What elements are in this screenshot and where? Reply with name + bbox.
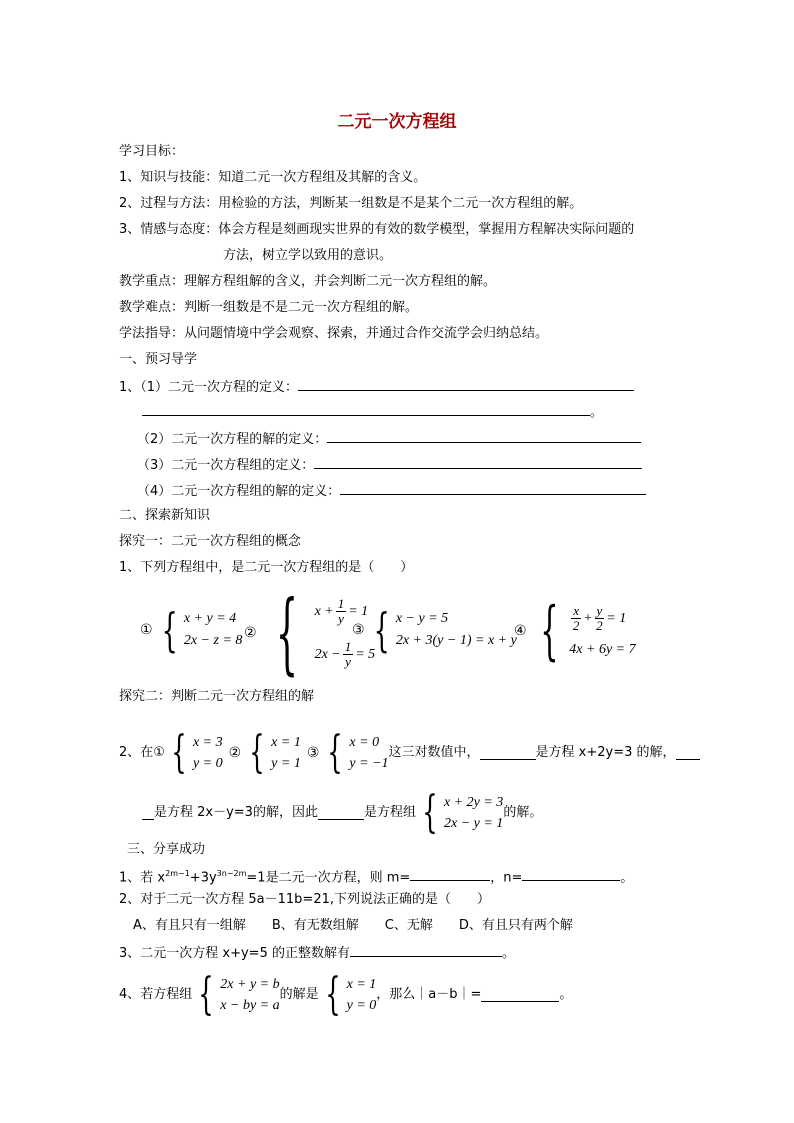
equation: x + y = 4 bbox=[183, 611, 237, 626]
pair-mark: ③ bbox=[306, 745, 320, 761]
option-mark: ② bbox=[244, 625, 257, 641]
answer-blank[interactable] bbox=[327, 429, 641, 443]
equation: 2x − z = 8 bbox=[183, 633, 243, 648]
fraction: $\frac{y}{2}$ bbox=[596, 603, 603, 634]
answer-blank[interactable] bbox=[142, 402, 590, 416]
answer-blank[interactable] bbox=[350, 943, 502, 957]
equation-system: { 2x + y = b x − by = a bbox=[198, 969, 280, 1020]
answer-blank[interactable] bbox=[481, 988, 559, 1002]
answer-blank[interactable] bbox=[298, 377, 634, 391]
period: 。 bbox=[590, 405, 604, 420]
explore2-heading: 探究二：判断二元一次方程组的解 bbox=[119, 689, 315, 704]
value-pair-2: { x = 1 y = 1 bbox=[249, 727, 301, 778]
answer-blank[interactable] bbox=[480, 746, 536, 760]
answer-blank[interactable] bbox=[676, 746, 700, 760]
question-text: 是方程 2x－y=3的解，因此 bbox=[154, 805, 318, 820]
preview-question-1 bbox=[119, 377, 634, 397]
guidance: 学法指导：从问题情境中学会观察、探索，并通过合作交流学会归纳总结。 bbox=[119, 326, 549, 341]
preview-question-2 bbox=[137, 429, 641, 449]
answer-blank[interactable] bbox=[142, 806, 154, 820]
option-4-system bbox=[514, 594, 636, 668]
section1-heading: 一、预习导学 bbox=[119, 352, 198, 367]
question-text: 这三对数值中， bbox=[388, 745, 480, 760]
answer-blank[interactable] bbox=[410, 867, 490, 881]
option-mark: ① bbox=[140, 622, 153, 638]
brace-icon: { bbox=[171, 727, 187, 778]
objective-item: 方法，树立学以致用的意识。 bbox=[223, 248, 393, 263]
option-mark: ④ bbox=[514, 623, 527, 639]
page-title: 二元一次方程组 bbox=[337, 112, 457, 132]
share-question-3: 3、二元一次方程 x+y=5 的正整数解有 。 bbox=[119, 943, 515, 963]
share-question-2-options: A、有且只有一组解 B、有无数组解 C、无解 D、有且只有两个解 bbox=[133, 918, 573, 933]
brace-icon: { bbox=[249, 727, 265, 778]
brace-icon: { bbox=[198, 969, 214, 1020]
section3-heading: 三、分享成功 bbox=[127, 842, 206, 857]
fraction: $\frac{x}{2}$ bbox=[572, 603, 580, 634]
preview-question-3 bbox=[137, 455, 642, 475]
section2-heading: 二、探索新知识 bbox=[119, 508, 211, 523]
objectives-heading: 学习目标： bbox=[119, 144, 185, 159]
question-text: 的解。 bbox=[503, 805, 543, 820]
preview-question-4 bbox=[137, 481, 646, 501]
fraction: $\frac{1}{y}$ bbox=[337, 596, 345, 626]
objective-item: 2、过程与方法：用检验的方法，判断某一组数是不是某个二元一次方程组的解。 bbox=[119, 196, 583, 211]
question-text: （3）二元一次方程组的定义： bbox=[137, 458, 315, 473]
value-pair-3: { x = 0 y = −1 bbox=[327, 727, 389, 778]
option-1-system bbox=[140, 603, 243, 657]
brace-icon: { bbox=[539, 594, 559, 668]
key-point: 教学重点：理解方程组解的含义，并会判断二元一次方程组的解。 bbox=[119, 274, 497, 289]
answer-blank[interactable] bbox=[314, 455, 642, 469]
equation: x + $\frac{1}{y}$ = 1 bbox=[314, 596, 369, 626]
brace-icon: { bbox=[422, 787, 438, 838]
question-text: 2、在① bbox=[119, 745, 165, 760]
objective-item: 1、知识与技能：知道二元一次方程组及其解的含义。 bbox=[119, 170, 427, 185]
explore1-heading: 探究一：二元一次方程组的概念 bbox=[119, 534, 302, 549]
share-question-4: 4、若方程组 { 2x + y = b x − by = a 的解是 { x = 1 y = 0 ，那么｜a－b｜= 。 bbox=[119, 969, 573, 1020]
difficulty: 教学难点：判断一组数是不是二元一次方程组的解。 bbox=[119, 300, 419, 315]
share-question-2: 2、对于二元一次方程 5a－11b=21,下列说法正确的是（ ） bbox=[119, 892, 491, 907]
value-pair-1: { x = 3 y = 0 bbox=[171, 727, 223, 778]
brace-icon: { bbox=[324, 969, 341, 1020]
answer-blank[interactable] bbox=[318, 806, 364, 820]
explore1-question: 1、下列方程组中，是二元一次方程组的是（ ） bbox=[119, 560, 414, 575]
equation: 2x + 3(y − 1) = x + y bbox=[395, 633, 517, 648]
explore2-question bbox=[119, 727, 700, 778]
answer-blank[interactable] bbox=[522, 867, 620, 881]
objective-item: 3、情感与态度：体会方程是刻画现实世界的有效的数学模型，掌握用方程解决实际问题的 bbox=[119, 222, 635, 237]
brace-icon: { bbox=[275, 581, 298, 684]
explore2-question-cont bbox=[142, 787, 543, 838]
question-text: 1、（1）二元一次方程的定义： bbox=[119, 380, 299, 395]
brace-icon: { bbox=[161, 603, 178, 657]
answer-blank[interactable] bbox=[340, 481, 646, 495]
question-text: 是方程组 bbox=[363, 805, 416, 820]
pair-mark: ② bbox=[228, 745, 242, 761]
equation: 4x + 6y = 7 bbox=[569, 641, 636, 657]
share-question-1: 1、若 $x^{2m-1}+3y^{3n-2m}=1$是二元一次方程，则 m= ，n= 。 bbox=[119, 869, 634, 886]
question-text: （2）二元一次方程的解的定义： bbox=[137, 432, 328, 447]
question-text: （4）二元一次方程组的解的定义： bbox=[137, 484, 341, 499]
brace-icon: { bbox=[373, 603, 390, 657]
question-text: 是方程 x+2y=3 的解， bbox=[535, 745, 676, 760]
equation: x − y = 5 bbox=[395, 611, 449, 626]
equation-system: { x + 2y = 3 2x − y = 1 bbox=[422, 787, 504, 838]
equation: 2x − $\frac{1}{y}$ = 5 bbox=[314, 639, 376, 669]
equation: $\frac{x}{2}$ + $\frac{y}{2}$ = 1 bbox=[572, 603, 627, 634]
fraction: $\frac{1}{y}$ bbox=[344, 639, 352, 669]
option-mark: ③ bbox=[352, 622, 365, 638]
solution-system: { x = 1 y = 0 bbox=[324, 969, 377, 1020]
brace-icon: { bbox=[327, 727, 344, 778]
preview-question-1-cont bbox=[142, 402, 603, 422]
option-3-system bbox=[352, 603, 517, 657]
